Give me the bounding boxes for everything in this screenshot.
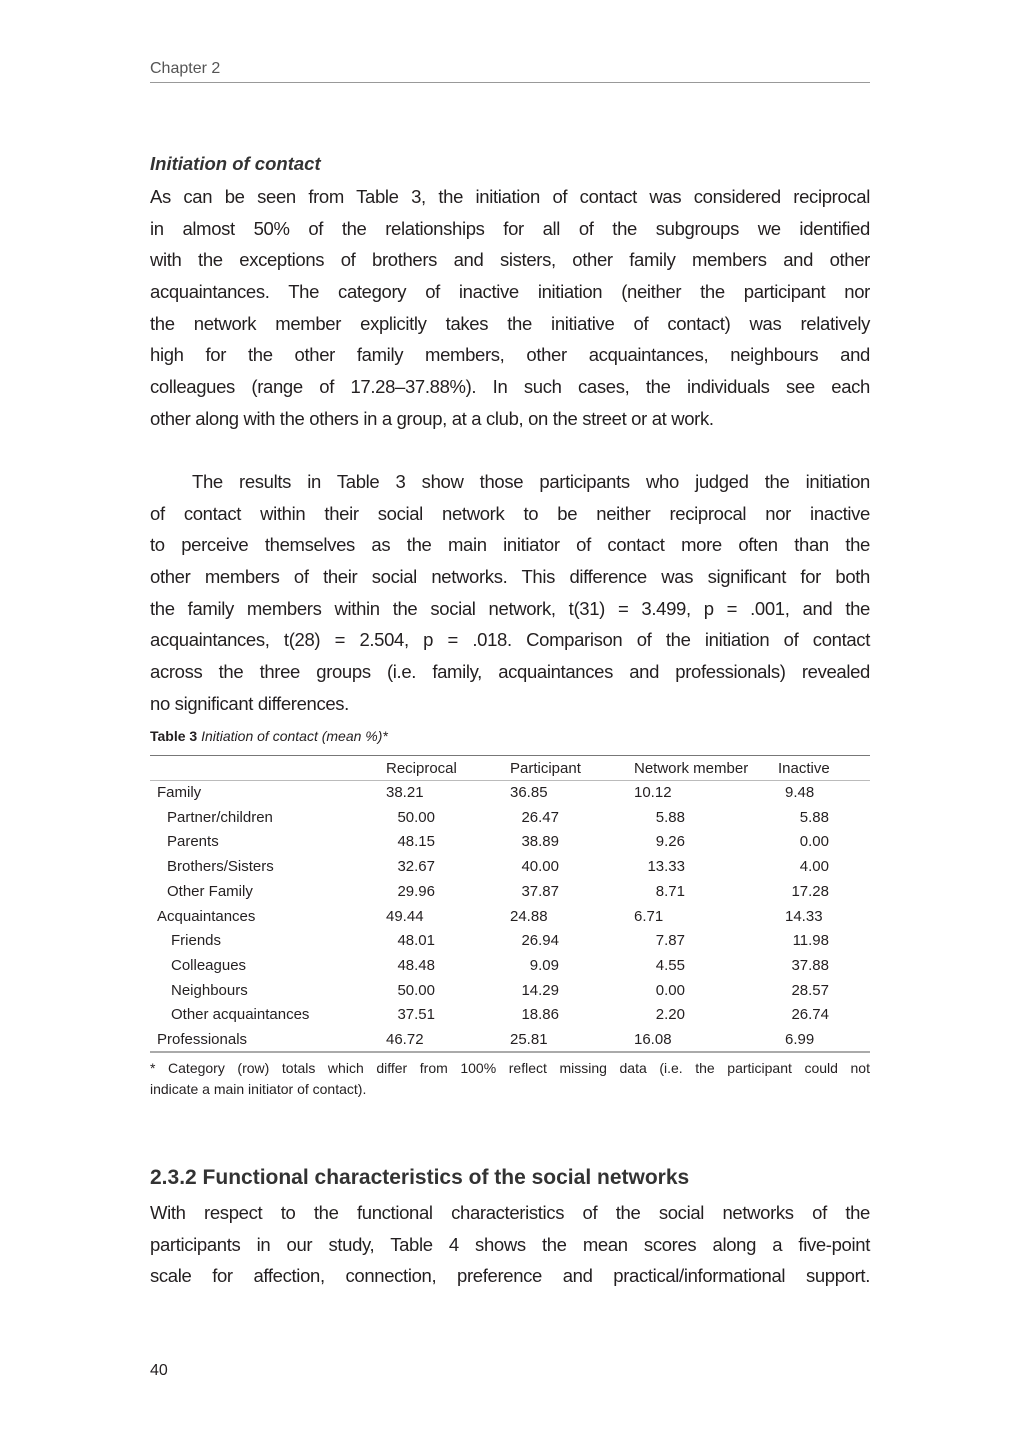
table-cell: 18.86 xyxy=(521,1006,559,1024)
table-cell: 48.48 xyxy=(397,956,435,974)
page-number: 40 xyxy=(150,1362,168,1379)
text-line: * Category (row) totals which differ from 100% reflect missing data (i.e. the participant could not xyxy=(150,1060,870,1076)
paragraph-2 xyxy=(150,466,870,720)
table-cell: 37.87 xyxy=(521,882,559,900)
table-cell: 8.71 xyxy=(655,882,685,900)
table-cell: 6.71 xyxy=(634,907,664,925)
table-cell: 6.99 xyxy=(785,1031,815,1048)
table-cell: 38.89 xyxy=(521,833,559,851)
table-cell: 25.81 xyxy=(510,1031,548,1048)
row-label: Other acquaintances xyxy=(171,1006,310,1024)
table-cell: 32.67 xyxy=(397,858,435,876)
text-line: across the three groups (i.e. family, acquaintances and professionals) revealed xyxy=(150,661,870,683)
table-cell: 29.96 xyxy=(397,882,435,900)
table-cell: 4.00 xyxy=(799,858,829,876)
text-line: with the exceptions of brothers and sisters, other family members and other xyxy=(150,249,870,271)
table-cell: 0.00 xyxy=(799,833,829,851)
table-cell: 50.00 xyxy=(397,808,435,826)
text-line: in almost 50% of the relationships for all of the subgroups we identified xyxy=(150,217,870,239)
text-line: colleagues (range of 17.28–37.88%). In such cases, the individuals see each xyxy=(150,376,870,398)
table-cell: 26.94 xyxy=(521,932,559,950)
text-line: The results in Table 3 show those participants who judged the initiation xyxy=(192,471,870,492)
table-cell: 36.85 xyxy=(510,784,548,801)
row-label: Acquaintances xyxy=(157,907,256,925)
table-cell: 24.88 xyxy=(510,907,548,925)
row-label: Brothers/Sisters xyxy=(167,858,274,876)
table-cell: 49.44 xyxy=(386,907,424,925)
table-cell: 10.12 xyxy=(634,784,672,801)
table-label: Table 3 xyxy=(150,728,198,744)
text-line: participants in our study, Table 4 shows the mean scores along a five-point xyxy=(150,1233,870,1255)
table-cell: 4.55 xyxy=(655,956,685,974)
paragraph-3 xyxy=(150,1197,870,1292)
table-cell: 48.15 xyxy=(397,833,435,851)
text-line: With respect to the functional characteristics of the social networks of the xyxy=(150,1202,870,1223)
row-label: Colleagues xyxy=(171,956,247,974)
table-cell: 9.26 xyxy=(655,833,685,851)
table-cell: 5.88 xyxy=(799,808,829,826)
row-label: Partner/children xyxy=(167,808,273,826)
table-cell: 11.98 xyxy=(792,932,829,950)
table-top-rule xyxy=(150,755,870,756)
table-cell: 28.57 xyxy=(791,981,829,999)
table-cell: 17.28 xyxy=(791,882,829,900)
table-cell: 14.33 xyxy=(785,907,823,925)
table-cell: 26.47 xyxy=(521,808,559,826)
column-header: Inactive xyxy=(778,760,830,777)
text-line: acquaintances. The category of inactive initiation (neither the participant nor xyxy=(150,281,870,303)
text-line: scale for affection, connection, preference and practical/informational support. xyxy=(150,1265,870,1287)
table-cell: 16.08 xyxy=(634,1031,672,1048)
table-bottom-rule xyxy=(150,1051,870,1053)
row-label: Other Family xyxy=(167,882,253,900)
table-cell: 50.00 xyxy=(397,981,435,999)
text-line: other along with the others in a group, at a club, on the street or at work. xyxy=(150,407,714,429)
text-line: As can be seen from Table 3, the initiation of contact was considered reciprocal xyxy=(150,186,870,207)
header-rule xyxy=(150,82,870,83)
text-line: the family members within the social network, t(31) = 3.499, p = .001, and the xyxy=(150,597,870,619)
text-line: high for the other family members, other acquaintances, neighbours and xyxy=(150,344,870,366)
text-line: no significant differences. xyxy=(150,692,349,714)
row-label: Parents xyxy=(167,833,219,851)
table-cell: 13.33 xyxy=(647,858,685,876)
paragraph-1 xyxy=(150,181,870,435)
table-cell: 26.74 xyxy=(791,1006,829,1024)
table-cell: 9.09 xyxy=(529,956,559,974)
column-header: Reciprocal xyxy=(386,760,457,777)
table-caption xyxy=(150,728,388,744)
table-cell: 0.00 xyxy=(655,981,685,999)
row-label: Friends xyxy=(171,932,222,950)
text-line: acquaintances, t(28) = 2.504, p = .018. Comparison of the initiation of contact xyxy=(150,629,870,651)
text-line: other members of their social networks. This difference was significant for both xyxy=(150,566,870,588)
table-cell: 2.20 xyxy=(655,1006,685,1024)
table-header-rule xyxy=(150,780,870,781)
row-label: Professionals xyxy=(157,1031,248,1048)
text-line: of contact within their social network to be neither reciprocal nor inactive xyxy=(150,502,870,524)
subheading: Initiation of contact xyxy=(150,153,321,174)
text-line: to perceive themselves as the main initiator of contact more often than the xyxy=(150,534,870,556)
table-cell: 37.88 xyxy=(791,956,829,974)
table-cell: 14.29 xyxy=(521,981,559,999)
table-cell: 9.48 xyxy=(785,784,815,801)
text-line: indicate a main initiator of contact). xyxy=(150,1081,367,1097)
table-title: Initiation of contact (mean %)* xyxy=(201,728,388,744)
row-label: Neighbours xyxy=(171,981,248,999)
row-label: Family xyxy=(157,784,202,801)
table-cell: 7.87 xyxy=(655,932,685,950)
table-cell: 5.88 xyxy=(655,808,685,826)
running-head: Chapter 2 xyxy=(150,60,221,77)
column-header: Network member xyxy=(634,760,749,777)
table-cell: 38.21 xyxy=(386,784,424,801)
table-cell: 37.51 xyxy=(397,1006,435,1024)
column-header: Participant xyxy=(510,760,581,777)
table-cell: 48.01 xyxy=(397,932,435,950)
section-heading: 2.3.2 Functional characteristics of the social networks xyxy=(150,1166,690,1189)
table-footnote xyxy=(150,1058,870,1100)
table-cell: 46.72 xyxy=(386,1031,424,1048)
table-cell: 40.00 xyxy=(521,858,559,876)
text-line: the network member explicitly takes the initiative of contact) was relatively xyxy=(150,312,870,334)
